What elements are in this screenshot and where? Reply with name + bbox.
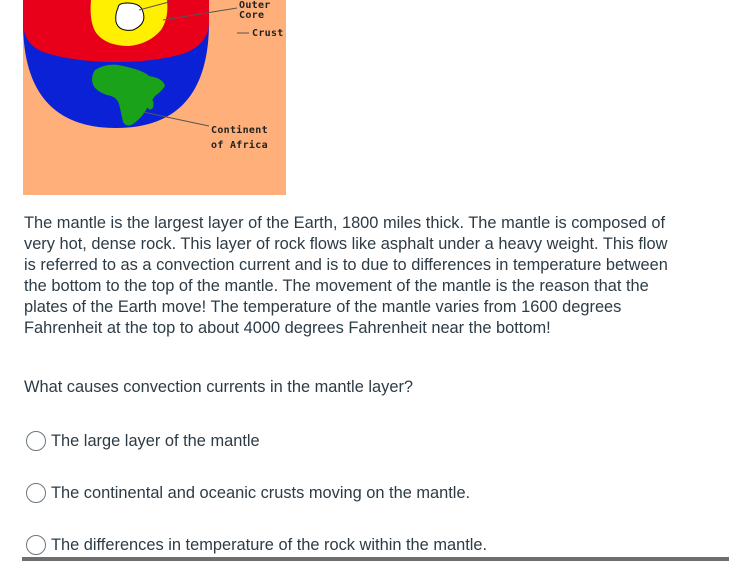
radio-button[interactable] (26, 535, 46, 555)
option-label[interactable]: The differences in temperature of the rock within the mantle. (51, 535, 488, 554)
passage-text: The mantle is the largest layer of the Earth, 1800 miles thick. The mantle is composed of very hot, dense rock. This layer of rock flows like asphalt under a heavy weight. This flow is referred to as a convection current and is to due to differences in temperature between the bottom to the top of the mantle. The movement of the mantle is the reason that the plates of the Earth move! The temperature of the mantle varies from 1600 degrees Fahrenheit at the top to about 4000 degrees Fahrenheit near the bottom! (24, 214, 668, 337)
answer-option-1[interactable] (26, 429, 260, 453)
outer-core-label: Outer Core (239, 0, 271, 21)
continent-label: Continent of Africa (211, 125, 268, 151)
crust-label: Crust (252, 28, 284, 39)
option-label[interactable]: The continental and oceanic crusts moving on the mantle. (51, 483, 471, 502)
inner-core (116, 3, 144, 30)
option-label[interactable]: The large layer of the mantle (51, 431, 260, 450)
earth-cross-section (23, 0, 286, 195)
question-text: What causes convection currents in the mantle layer? (24, 378, 414, 396)
radio-button[interactable] (26, 431, 46, 451)
radio-button[interactable] (26, 483, 46, 503)
scrollbar-track[interactable] (22, 557, 729, 561)
answer-option-3[interactable] (26, 533, 487, 557)
earth-layers-diagram (23, 0, 286, 195)
answer-option-2[interactable] (26, 481, 470, 505)
